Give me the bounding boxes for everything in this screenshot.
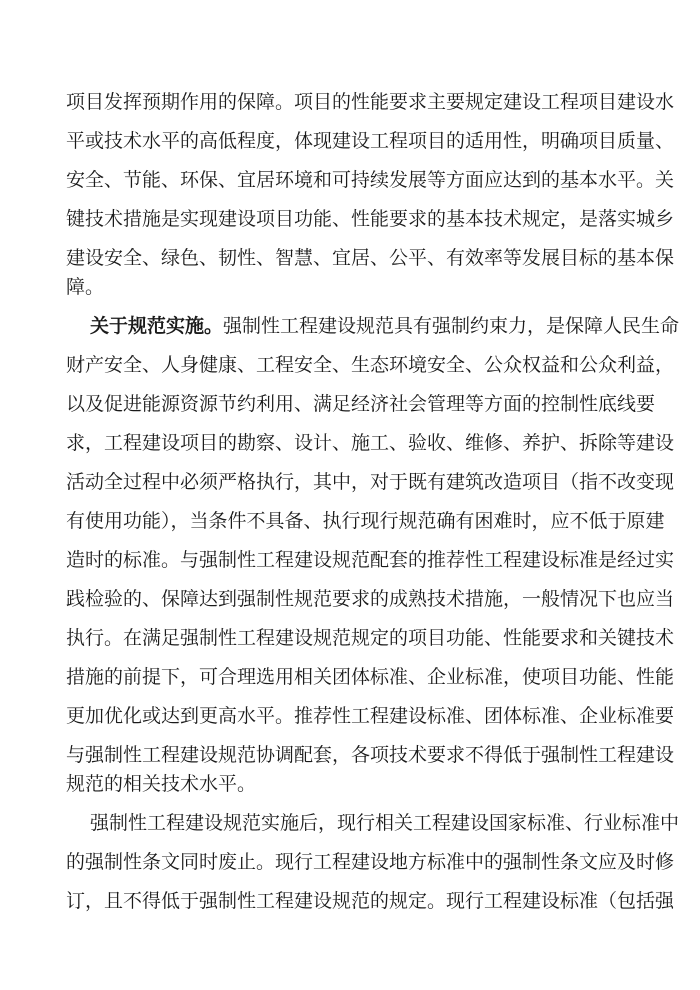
p1-line-6: 障。 xyxy=(66,276,105,298)
p2-line-10: 措施的前提下，可合理选用相关团体标准、企业标准，使项目功能、性能 xyxy=(66,666,675,688)
p2-line-7: 造时的标准。与强制性工程建设规范配套的推荐性工程建设标准是经过实 xyxy=(66,549,675,571)
p2-line-11: 更加优化或达到更高水平。推荐性工程建设标准、团体标准、企业标准要 xyxy=(66,705,675,727)
p2-line-1 xyxy=(90,314,700,338)
p1-line-1: 项目发挥预期作用的保障。项目的性能要求主要规定建设工程项目建设水 xyxy=(66,91,675,113)
p2-line-2: 财产安全、人身健康、工程安全、生态环境安全、公众权益和公众利益， xyxy=(66,354,675,376)
p1-line-5: 建设安全、绿色、韧性、智慧、宜居、公平、有效率等发展目标的基本保 xyxy=(66,247,675,269)
p3-line-3: 订，且不得低于强制性工程建设规范的规定。现行工程建设标准（包括强 xyxy=(66,890,675,912)
p2-line-3: 以及促进能源资源节约利用、满足经济社会管理等方面的控制性底线要 xyxy=(66,393,656,415)
p2-line-13: 规范的相关技术水平。 xyxy=(66,773,257,795)
p2-first-line-rest: 强制性工程建设规范具有强制约束力，是保障人民生命 xyxy=(223,315,680,337)
p1-line-3: 安全、节能、环保、宜居环境和可持续发展等方面应达到的基本水平。关 xyxy=(66,169,675,191)
p1-line-4: 键技术措施是实现建设项目功能、性能要求的基本技术规定，是落实城乡 xyxy=(66,208,675,230)
p2-line-5: 活动全过程中必须严格执行，其中，对于既有建筑改造项目（指不改变现 xyxy=(66,471,675,493)
p2-line-12: 与强制性工程建设规范协调配套，各项技术要求不得低于强制性工程建设 xyxy=(66,744,675,766)
p2-line-8: 践检验的、保障达到强制性规范要求的成熟技术措施，一般情况下也应当 xyxy=(66,588,675,610)
p3-line-2: 的强制性条文同时废止。现行工程建设地方标准中的强制性条文应及时修 xyxy=(66,851,675,873)
p2-line-9: 执行。在满足强制性工程建设规范规定的项目功能、性能要求和关键技术 xyxy=(66,627,675,649)
p2-line-4: 求，工程建设项目的勘察、设计、施工、验收、维修、养护、拆除等建设 xyxy=(66,432,675,454)
p2-line-6: 有使用功能），当条件不具备、执行现行规范确有困难时，应不低于原建 xyxy=(66,510,665,532)
p3-line-1: 强制性工程建设规范实施后，现行相关工程建设国家标准、行业标准中 xyxy=(90,812,680,834)
p2-heading: 关于规范实施。 xyxy=(90,315,224,337)
p1-line-2: 平或技术水平的高低程度，体现建设工程项目的适用性，明确项目质量、 xyxy=(66,130,675,152)
